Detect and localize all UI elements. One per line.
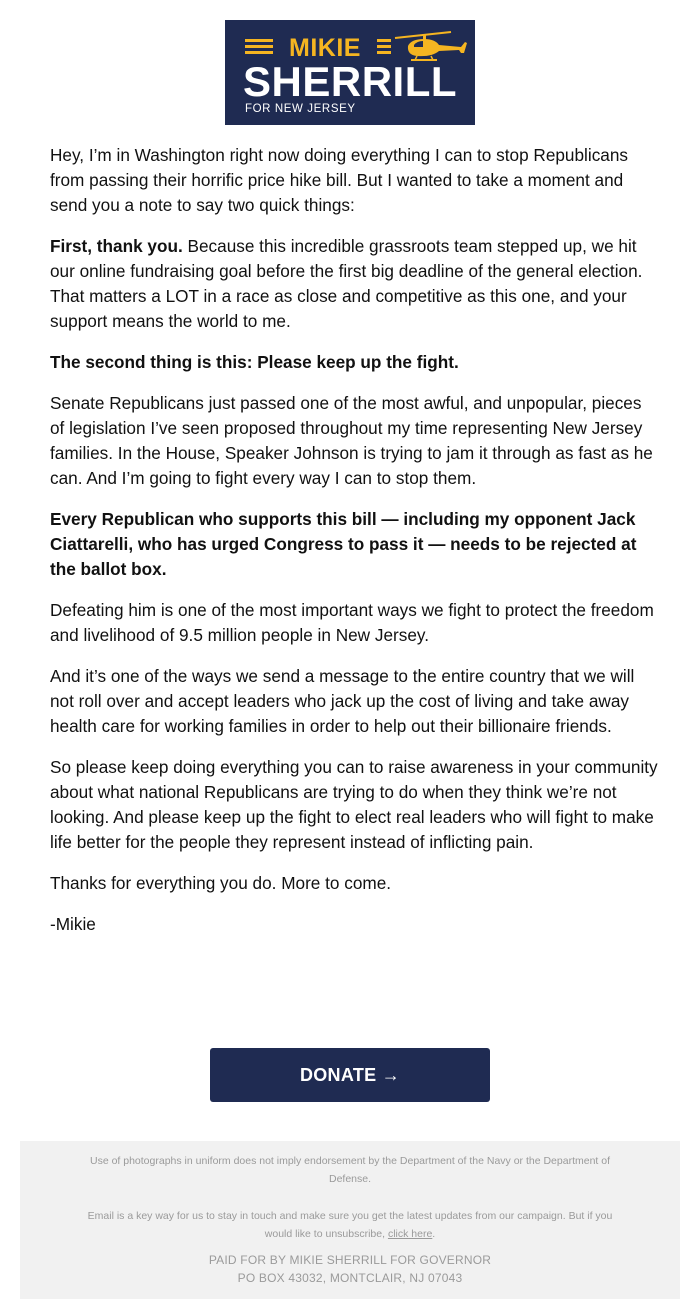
email-body: [50, 143, 660, 953]
paragraph-thanks: Thanks for everything you do. More to come.: [50, 873, 392, 893]
donate-button[interactable]: DONATE →: [210, 1048, 490, 1102]
campaign-logo[interactable]: [225, 20, 475, 125]
paragraph-thank-you: [50, 234, 660, 334]
footer-email-text: Email is a key way for us to stay in touch and make sure you get the latest updates from our campaign. But if you would like to unsubscribe,: [87, 1210, 613, 1240]
second-thing-heading: The second thing is this: Please keep up the fight.: [50, 352, 459, 372]
paragraph-senate: Senate Republicans just passed one of the most awful, and unpopular, pieces of legislation I’ve seen proposed throughout my time representing New Jersey families. In the House, Speaker Johnson is trying to jam it through as fast as he can. And I’m going to fight every way I can to stop them.: [50, 393, 653, 488]
footer-disclaimer: Use of photographs in uniform does not imply endorsement by the Department of the Navy or the Department of Defense.: [89, 1155, 611, 1185]
speed-line-left-2: [245, 45, 273, 48]
speed-line-right-3: [377, 51, 391, 54]
paragraph-awareness: So please keep doing everything you can to raise awareness in your community about what national Republicans are trying to do when they think we’re not looking. And please keep up the fight to elect real leaders who will fight to make life better for the people they represent instead of inflicting pain.: [50, 757, 658, 852]
helicopter-icon: [395, 32, 467, 60]
every-republican-text: Every Republican who supports this bill — including my opponent Jack Ciattarelli, who has urged Congress to pass it — needs to be rejected at the ballot box.: [50, 509, 637, 579]
footer-paid-for: [80, 1251, 620, 1287]
signature: -Mikie: [50, 914, 96, 934]
speed-line-left-1: [245, 39, 273, 42]
speed-line-right-2: [377, 45, 391, 48]
paragraph-message: And it’s one of the ways we send a message to the entire country that we will not roll over and accept leaders who jack up the cost of living and take away health care for working families in order to help out their billionaire friends.: [50, 666, 635, 736]
speed-line-right-1: [377, 39, 391, 42]
campaign-logo-graphic: [225, 20, 475, 125]
address-line: PO BOX 43032, MONTCLAIR, NJ 07043: [237, 1271, 463, 1285]
speed-line-left-3: [245, 51, 273, 54]
footer-email-end: .: [432, 1228, 436, 1240]
footer: [20, 1141, 680, 1299]
thank-you-lead: First, thank you.: [50, 236, 183, 256]
paragraph-defeating: Defeating him is one of the most important ways we fight to protect the freedom and livelihood of 9.5 million people in New Jersey.: [50, 600, 654, 645]
paragraph-intro: Hey, I’m in Washington right now doing everything I can to stop Republicans from passing their horrific price hike bill. But I wanted to take a moment and send you a note to say two quick things:: [50, 145, 628, 215]
paragraph-every-republican: [50, 507, 660, 582]
footer-email-note: [80, 1207, 620, 1243]
unsubscribe-link[interactable]: click here: [387, 1228, 433, 1240]
paid-for-line: PAID FOR BY MIKIE SHERRILL FOR GOVERNOR: [208, 1253, 492, 1267]
logo-line2: SHERRILL: [243, 58, 457, 105]
logo-line1: MIKIE: [289, 34, 361, 62]
thank-you-text: Because this incredible grassroots team stepped up, we hit our online fundraising goal before the first big deadline of the general election. That matters a LOT in a race as close and competitive as this one, and your support means the world to me.: [50, 236, 643, 331]
paragraph-second-thing: [50, 350, 660, 375]
logo-line3: FOR NEW JERSEY: [245, 103, 356, 115]
